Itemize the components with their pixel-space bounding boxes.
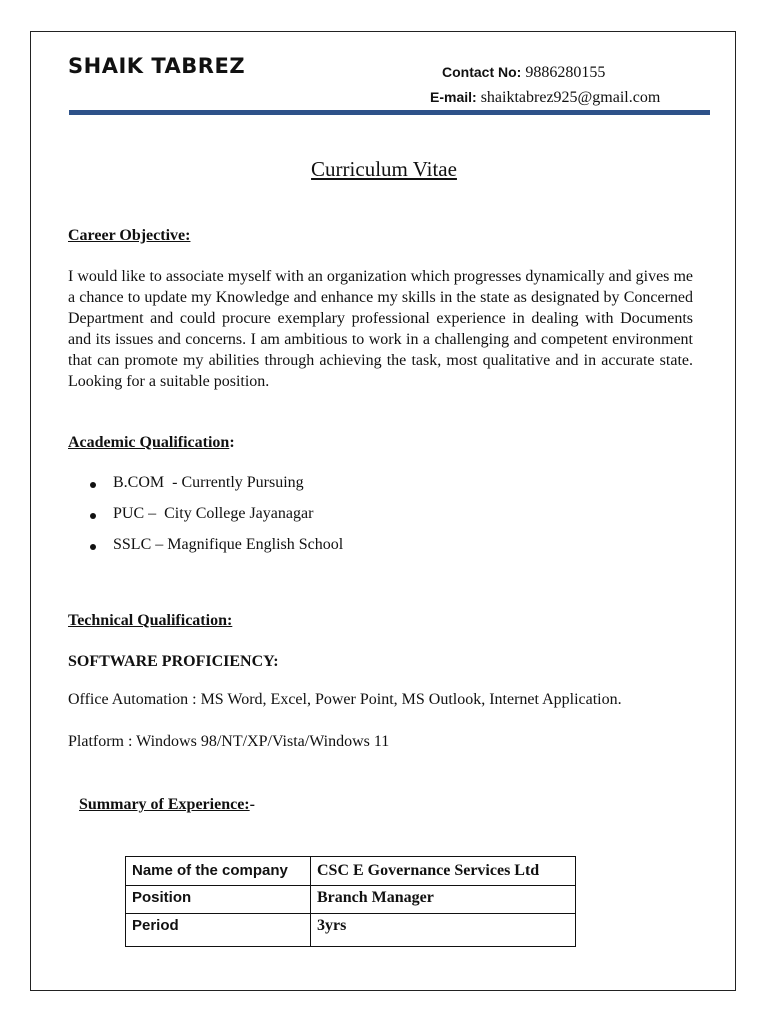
academic-item-text: SSLC – Magnifique English School xyxy=(113,536,344,553)
contact-number-label: Contact No: xyxy=(442,64,522,80)
table-row xyxy=(126,857,576,886)
technical-heading-text: Technical Qualification: xyxy=(68,612,233,629)
platform-text: Platform : Windows 98/NT/XP/Vista/Windows 11 xyxy=(68,733,390,750)
office-automation-text: Office Automation : MS Word, Excel, Power Point, MS Outlook, Internet Application. xyxy=(68,691,622,708)
period-label: Period xyxy=(126,914,311,947)
experience-heading xyxy=(79,796,255,814)
email-value: shaiktabrez925@gmail.com xyxy=(480,89,661,106)
academic-heading-text: Academic Qualification xyxy=(68,434,230,451)
experience-heading-text: Summary of Experience: xyxy=(79,796,250,813)
career-objective-heading-text: Career Objective: xyxy=(68,227,191,244)
bullet-icon xyxy=(90,513,96,519)
position-label: Position xyxy=(126,886,311,914)
contact-block xyxy=(430,60,660,110)
career-objective-text: I would like to associate myself with an organization which progresses dynamically and gives me a chance to update my Knowledge and enhance my skills in the state as designated by Concerned Department and could procure exemplary professional experience in dealing with Documents and its issues and concerns. I am ambitious to work in a challenging and competent environment that can promote my abilities through achieving the task, most qualitative and in accurate state. Looking for a suitable position. xyxy=(68,268,693,390)
bullet-icon xyxy=(90,482,96,488)
period-value: 3yrs xyxy=(311,914,576,947)
table-row xyxy=(126,886,576,914)
career-objective-heading xyxy=(68,227,190,245)
contact-number-value: 9886280155 xyxy=(525,64,606,81)
academic-item-text: PUC – City College Jayanagar xyxy=(113,505,314,522)
academic-heading xyxy=(68,434,235,452)
experience-table xyxy=(125,856,576,947)
email-label: E-mail: xyxy=(430,89,477,105)
list-item xyxy=(68,474,343,505)
list-item xyxy=(68,505,343,536)
table-row xyxy=(126,914,576,947)
bullet-icon xyxy=(90,544,96,550)
company-label: Name of the company xyxy=(126,857,311,886)
contact-number-row xyxy=(430,60,660,85)
academic-heading-colon: : xyxy=(229,434,235,451)
position-value: Branch Manager xyxy=(311,886,576,914)
experience-heading-dash: - xyxy=(249,796,255,813)
header-divider xyxy=(69,110,710,115)
academic-list xyxy=(68,474,343,567)
company-value: CSC E Governance Services Ltd xyxy=(311,857,576,886)
document-title: Curriculum Vitae xyxy=(311,157,457,181)
technical-heading xyxy=(68,612,232,630)
academic-item-text: B.COM - Currently Pursuing xyxy=(113,474,304,491)
software-proficiency-heading: SOFTWARE PROFICIENCY: xyxy=(68,653,279,670)
list-item xyxy=(68,536,343,567)
candidate-name: SHAIK TABREZ xyxy=(68,54,246,78)
email-row xyxy=(430,85,660,110)
